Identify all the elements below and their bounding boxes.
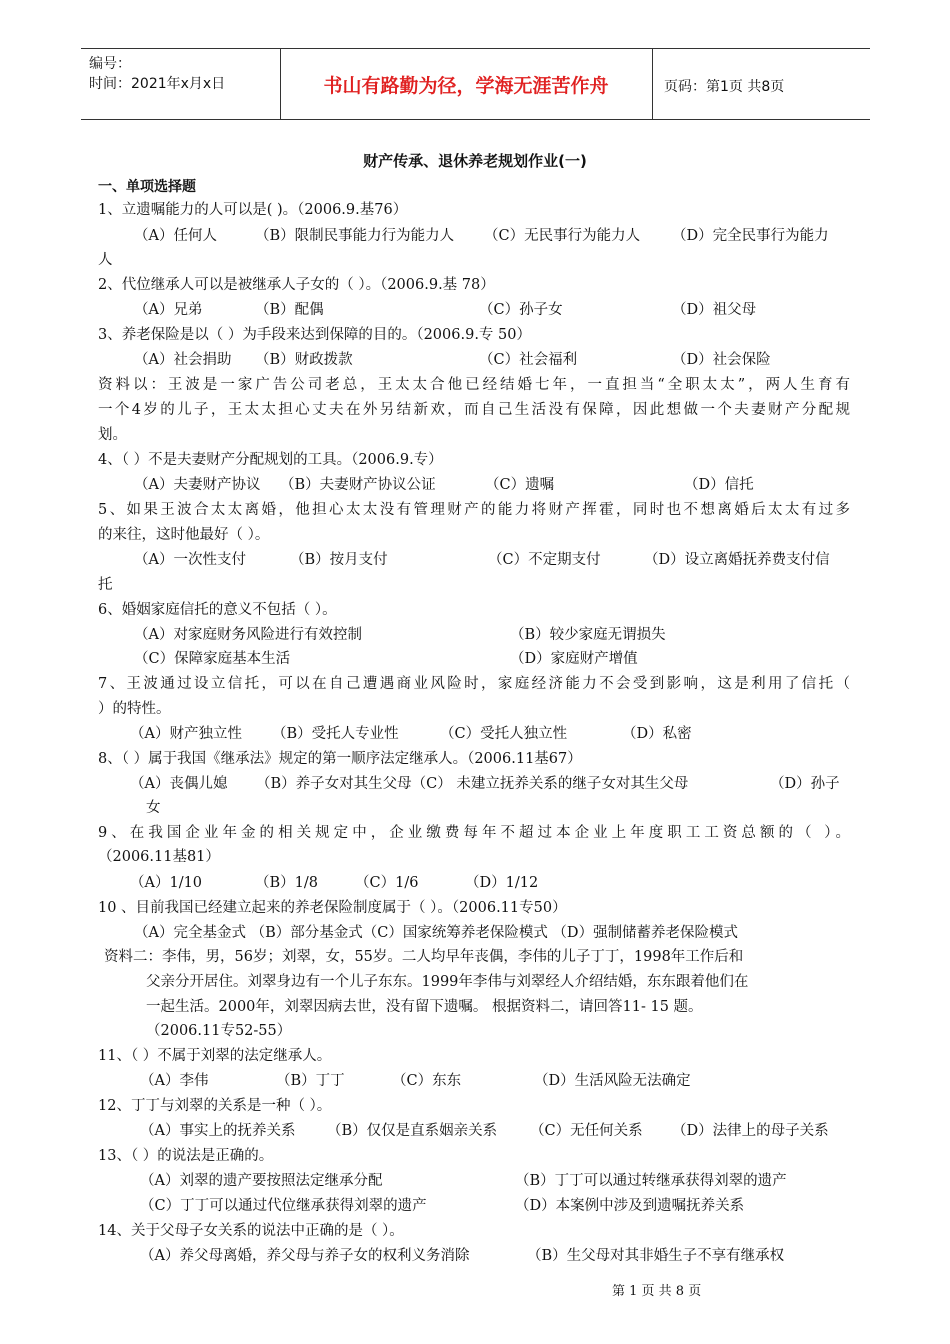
option: （D）家庭财产增值 <box>510 651 638 667</box>
option: （B）夫妻财产协议公证 <box>280 477 436 493</box>
document-title: 财产传承、退休养老规划作业(一) <box>363 152 587 170</box>
option: （B）较少家庭无谓损失 <box>510 627 666 643</box>
question-5-cont: 的来往，这时他最好（ ）。 <box>98 527 270 543</box>
wrap-text: 托 <box>98 577 113 593</box>
option: （C）孙子女 <box>479 302 563 318</box>
option: （A）养父母离婚，养父母与养子女的权利义务消除 <box>140 1248 470 1264</box>
option: （D）设立离婚抚养费支付信 <box>644 552 830 568</box>
question-5: 5、如果王波合太太离婚，他担心太太没有管理财产的能力将财产挥霍，同时也不想离婚后太太有过多 <box>98 502 850 518</box>
question-8: 8、（ ）属于我国《继承法》规定的第一顺序法定继承人。（2006.11基67） <box>98 751 582 767</box>
material-1-line: 一个4岁的儿子，王太太担心丈夫在外另结新欢，而自己生活没有保障，因此想做一个夫妻财产分配规 <box>98 402 850 418</box>
option: （A）1/10 <box>130 875 203 891</box>
question-3: 3、养老保险是以（ ）为手段来达到保障的目的。（2006.9.专 50） <box>98 327 531 343</box>
question-2: 2、代位继承人可以是被继承人子女的（ ）。（2006.9.基 78） <box>98 277 495 293</box>
question-4: 4、（ ）不是夫妻财产分配规划的工具。（2006.9.专） <box>98 452 443 468</box>
option: （A）任何人 <box>134 228 217 244</box>
option: （C）东东 <box>392 1073 462 1089</box>
question-7: 7、王波通过设立信托，可以在自己遭遇商业风险时，家庭经济能力不会受到影响，这是利用了信托（ <box>98 676 850 692</box>
option: （B）按月支付 <box>290 552 388 568</box>
question-12: 12、丁丁与刘翠的关系是一种（ ）。 <box>98 1098 332 1114</box>
question-10: 10 、目前我国已经建立起来的养老保险制度属于（ ）。（2006.11专50） <box>98 900 567 916</box>
options-10: （A）完全基金式 （B）部分基金式（C）国家统筹养老保险模式 （D）强制储蓄养老保险模式 <box>134 925 739 941</box>
option: （B）1/8 <box>255 875 318 891</box>
option: （B）受托人专业性 <box>272 726 399 742</box>
option: （A）一次性支付 <box>134 552 246 568</box>
option: （C）无任何关系 <box>530 1123 643 1139</box>
option: （C）不定期支付 <box>488 552 601 568</box>
option: （D）孙子 <box>770 776 840 792</box>
option: （A）社会捐助 <box>134 352 232 368</box>
option: （A）李伟 <box>140 1073 209 1089</box>
option: （A）财产独立性 <box>130 726 242 742</box>
option: （A）对家庭财务风险进行有效控制 <box>134 627 362 643</box>
option: （A）兄弟 <box>134 302 203 318</box>
header-divider <box>652 49 653 119</box>
option: （B）仅仅是直系姻亲关系 <box>327 1123 498 1139</box>
option: （A）丧偶儿媳 <box>130 776 228 792</box>
header-page-label: 页码：第1页 共8页 <box>664 79 785 95</box>
option: （A）事实上的抚养关系 <box>140 1123 296 1139</box>
wrap-text: 人 <box>98 252 113 268</box>
question-13: 13、（ ）的说法是正确的。 <box>98 1148 274 1164</box>
option: （D）生活风险无法确定 <box>534 1073 691 1089</box>
option: （D）私密 <box>622 726 692 742</box>
question-14: 14、关于父母子女关系的说法中正确的是（ ）。 <box>98 1223 404 1239</box>
number-label: 编号： <box>89 56 131 72</box>
option: （D）本案例中涉及到遗嘱抚养关系 <box>515 1198 745 1214</box>
option: （B）配偶 <box>255 302 324 318</box>
question-9-cont: （2006.11基81） <box>98 849 220 865</box>
question-6: 6、婚姻家庭信托的意义不包括（ ）。 <box>98 602 337 618</box>
time-label: 时间：2021年x月x日 <box>89 76 226 92</box>
option: （D）祖父母 <box>672 302 757 318</box>
option: （B）生父母对其非婚生子不享有继承权 <box>527 1248 785 1264</box>
material-2-line: 资料二：李伟，男，56岁；刘翠，女，55岁。二人均早年丧偶，李伟的儿子丁丁，1998年工作后和 <box>104 949 744 965</box>
option: （C）遗嘱 <box>485 477 555 493</box>
option: （B）限制民事能力行为能力人 <box>255 228 455 244</box>
material-2-line: 一起生活。2000年，刘翠因病去世，没有留下遗嘱。 根据资料二，请回答11- 15 题。 <box>146 999 703 1015</box>
header-motto: 书山有路勤为径，学海无涯苦作舟 <box>323 75 609 97</box>
question-1: 1、立遗嘱能力的人可以是( )。（2006.9.基76） <box>98 202 408 218</box>
option: （B）丁丁 <box>276 1073 345 1089</box>
option: （C）受托人独立性 <box>440 726 568 742</box>
option: （C）无民事行为能力人 <box>484 228 641 244</box>
option: （C）社会福利 <box>479 352 578 368</box>
option: （B）养子女对其生父母（C） 未建立抚养关系的继子女对其生父母 <box>256 776 689 792</box>
page-footer: 第 1 页 共 8 页 <box>612 1284 702 1299</box>
option: （B）财政拨款 <box>255 352 353 368</box>
material-2-line: （2006.11专52-55） <box>146 1023 292 1039</box>
page-header <box>81 48 870 120</box>
section-title: 一、单项选择题 <box>98 179 196 195</box>
question-11: 11、（ ）不属于刘翠的法定继承人。 <box>98 1048 332 1064</box>
question-7-cont: ）的特性。 <box>98 701 171 717</box>
option: （A）刘翠的遗产要按照法定继承分配 <box>140 1173 383 1189</box>
option: （D）完全民事行为能力 <box>672 228 829 244</box>
option: （B）丁丁可以通过转继承获得刘翠的遗产 <box>515 1173 787 1189</box>
material-2-line: 父亲分开居住。刘翠身边有一个儿子东东。1999年李伟与刘翠经人介绍结婚，东东跟着他们在 <box>146 974 749 990</box>
option: （D）信托 <box>684 477 754 493</box>
option: （C）保障家庭基本生活 <box>134 651 291 667</box>
material-1-line: 资料以：王波是一家广告公司老总，王太太合他已经结婚七年，一直担当“全职太太”，两人生育有 <box>98 377 850 393</box>
option: （D）法律上的母子关系 <box>672 1123 829 1139</box>
question-9: 9、在我国企业年金的相关规定中，企业缴费每年不超过本企业上年度职工工资总额的（ ）。 <box>98 825 850 841</box>
option: （C）丁丁可以通过代位继承获得刘翠的遗产 <box>140 1198 427 1214</box>
option: （A）夫妻财产协议 <box>134 477 261 493</box>
wrap-text: 女 <box>146 800 161 816</box>
option: （D）1/12 <box>465 875 539 891</box>
option: （C）1/6 <box>355 875 419 891</box>
material-1-line: 划。 <box>98 427 127 443</box>
option: （D）社会保险 <box>672 352 771 368</box>
